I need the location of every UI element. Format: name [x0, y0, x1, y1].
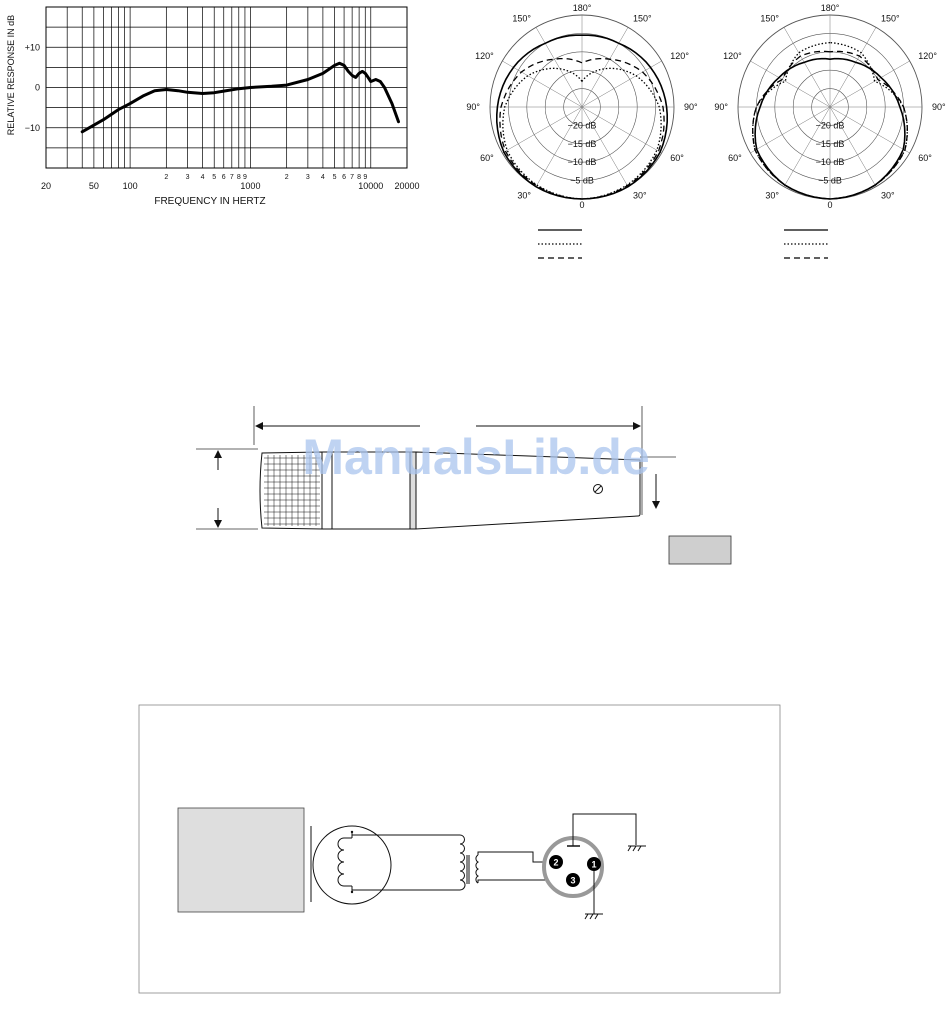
polar-1-legend [538, 230, 582, 258]
xlr-pin-2 [549, 855, 563, 869]
polar-angle-label: 60° [670, 153, 684, 163]
polar-angle-label: 60° [480, 153, 494, 163]
pin-1-label: 1 [591, 859, 597, 870]
frequency-x-tick-label: 3 [185, 174, 190, 181]
polar-angle-label: 0 [579, 200, 585, 210]
polar-angle-label: 30° [765, 190, 779, 201]
polar-ring-label: −15 dB [567, 138, 597, 149]
frequency-y-tick-labels [25, 42, 40, 133]
polar-spoke [582, 27, 628, 107]
polar-angle-label: 120° [918, 51, 937, 61]
polar-angle-label: 120° [670, 51, 689, 61]
polar-angle-label: 60° [728, 153, 742, 163]
xlr-pin-3 [566, 873, 580, 887]
polar-angle-label: 90° [714, 102, 728, 112]
polar-angle-label: 150° [633, 13, 652, 24]
frequency-x-tick-label: 2 [164, 174, 169, 181]
transformer-secondary-icon [476, 855, 478, 883]
frequency-x-tick-label: 10000 [358, 181, 384, 191]
polar-angle-label: 30° [517, 190, 531, 201]
frequency-x-tick-label: 7 [229, 174, 234, 181]
polar-spoke [536, 27, 582, 107]
frequency-x-tick-label: 3 [305, 174, 310, 181]
coil-terminal-bottom [351, 891, 353, 893]
frequency-x-tick-label: 8 [357, 174, 362, 181]
frequency-grid [46, 7, 407, 168]
polar-pattern-chart-1 [466, 3, 698, 258]
polar-ring-label: −5 dB [818, 175, 842, 186]
frequency-x-tick-label: 20 [40, 181, 52, 191]
polar-angle-label: 30° [633, 190, 647, 201]
frequency-x-tick-label: 5 [212, 174, 217, 181]
xlr-pin-1 [587, 857, 601, 871]
polar-pattern-chart-2 [714, 3, 946, 258]
polar-angle-label: 120° [475, 51, 494, 61]
polar-angle-label: 30° [881, 190, 895, 201]
polar-ring-label: −15 dB [815, 138, 845, 149]
polar-ring-label: −10 dB [815, 157, 845, 168]
polar-2-legend [784, 230, 828, 258]
wiring-diagram [139, 705, 780, 993]
polar-angle-label: 150° [512, 13, 531, 24]
polar-angle-label: 0 [827, 200, 833, 210]
watermark-text: ManualsLib.de [302, 429, 650, 485]
polar-angle-label: 180° [572, 3, 592, 13]
frequency-x-tick-label: 9 [363, 174, 368, 181]
gray-label-panel [178, 808, 304, 912]
frequency-x-tick-labels [41, 174, 420, 191]
frequency-x-tick-label: 20000 [394, 181, 420, 191]
polar-angle-label: 150° [881, 13, 900, 24]
frequency-y-tick-label: 0 [34, 82, 40, 93]
polar-angle-label: 120° [723, 51, 742, 61]
frequency-x-tick-label: 2 [284, 174, 289, 181]
ground-icon-shell [628, 846, 646, 851]
frequency-response-chart [6, 7, 420, 207]
frequency-response-curve [82, 63, 398, 132]
polar-angle-label: 90° [684, 102, 698, 112]
ground-icon-pin1 [585, 914, 603, 919]
polar-angle-label: 90° [466, 102, 480, 112]
polar-angle-label: 150° [760, 13, 779, 24]
coil-terminal-top [351, 831, 353, 833]
frequency-x-tick-label: 1000 [240, 181, 261, 191]
frequency-x-tick-label: 100 [122, 181, 138, 191]
polar-angle-label: 90° [932, 102, 946, 112]
frequency-x-tick-label: 6 [221, 174, 226, 181]
polar-spoke [502, 61, 582, 107]
transformer-primary-icon [460, 835, 465, 890]
frequency-x-tick-label: 8 [236, 174, 241, 181]
pin-2-label: 2 [553, 857, 559, 868]
frequency-x-tick-label: 50 [88, 181, 99, 191]
frequency-x-tick-label: 6 [342, 174, 347, 181]
frequency-y-tick-label: −10 [24, 122, 40, 133]
polar-spoke [582, 61, 662, 107]
gray-label-box [669, 536, 731, 564]
frequency-x-tick-label: 7 [350, 174, 355, 181]
frequency-x-tick-label: 9 [242, 174, 247, 181]
frequency-y-axis-label: RELATIVE RESPONSE IN dB [6, 14, 16, 136]
polar-ring-label: −5 dB [570, 175, 594, 186]
secondary-lead-pin2 [478, 852, 550, 862]
frequency-x-tick-label: 4 [200, 174, 205, 181]
polar-angle-label: 60° [918, 153, 932, 163]
polar-ring-label: −20 dB [815, 120, 845, 131]
polar-angle-label: 180° [820, 3, 840, 13]
frequency-y-tick-label: +10 [24, 42, 40, 53]
polar-ring-label: −10 dB [567, 157, 597, 168]
pin-3-label: 3 [570, 875, 576, 886]
frequency-x-axis-label: FREQUENCY IN HERTZ [154, 196, 266, 207]
frequency-x-tick-label: 4 [320, 174, 325, 181]
frequency-x-tick-label: 5 [332, 174, 337, 181]
polar-ring-label: −20 dB [567, 120, 597, 131]
